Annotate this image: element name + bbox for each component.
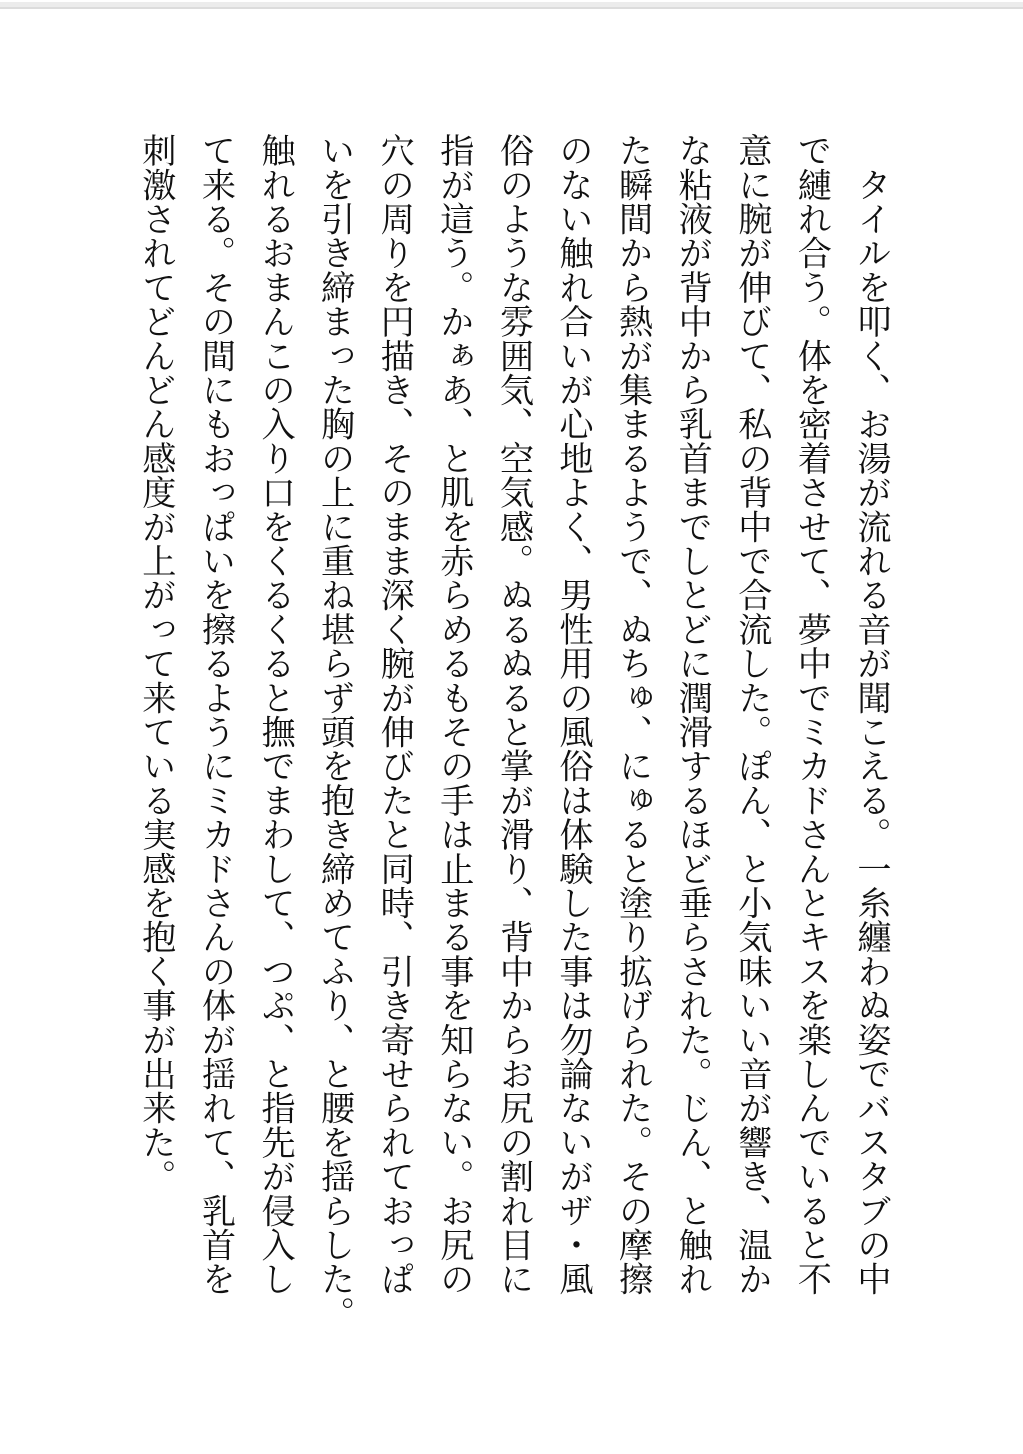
text-line: た瞬間から熱が集まるようで、ぬちゅ、にゅると塗り拡げられた。その摩擦 — [612, 133, 653, 1296]
text-line: で縺れ合う。体を密着させて、夢中でミカドさんとキスを楽しんでいると不 — [791, 133, 832, 1296]
text-line: 穴の周りを円描き、そのまま深く腕が伸びたと同時、引き寄せられておっぱ — [374, 133, 415, 1296]
text-line: のない触れ合いが心地よく、男性用の風俗は体験した事は勿論ないがザ・風 — [553, 133, 594, 1296]
text-line: 触れるおまんこの入り口をくるくると撫でまわして、つぷ、と指先が侵入し — [255, 133, 296, 1296]
text-line: 意に腕が伸びて、私の背中で合流した。ぽん、と小気味いい音が響き、温か — [731, 133, 772, 1296]
document-page — [0, 9, 1023, 1454]
text-line: タイルを叩く、お湯が流れる音が聞こえる。一糸纏わぬ姿でバスタブの中 — [851, 133, 891, 1296]
text-line: いを引き締まった胸の上に重ね堪らず頭を抱き締めてふり、と腰を揺らした。 — [314, 133, 355, 1330]
text-line: な粘液が背中から乳首までしとどに潤滑するほど垂らされた。じん、と触れ — [672, 133, 713, 1296]
text-line: 指が這う。かぁあ、と肌を赤らめるもその手は止まる事を知らない。お尻の — [433, 133, 474, 1296]
text-line: 刺激されてどんどん感度が上がって来ている実感を抱く事が出来た。 — [135, 133, 176, 1194]
vertical-text-body — [125, 133, 900, 1353]
top-border-bar — [0, 2, 1023, 9]
text-line: 俗のような雰囲気、空気感。ぬるぬると掌が滑り、背中からお尻の割れ目に — [493, 133, 534, 1296]
text-line: て来る。その間にもおっぱいを擦るようにミカドさんの体が揺れて、乳首を — [195, 133, 236, 1296]
